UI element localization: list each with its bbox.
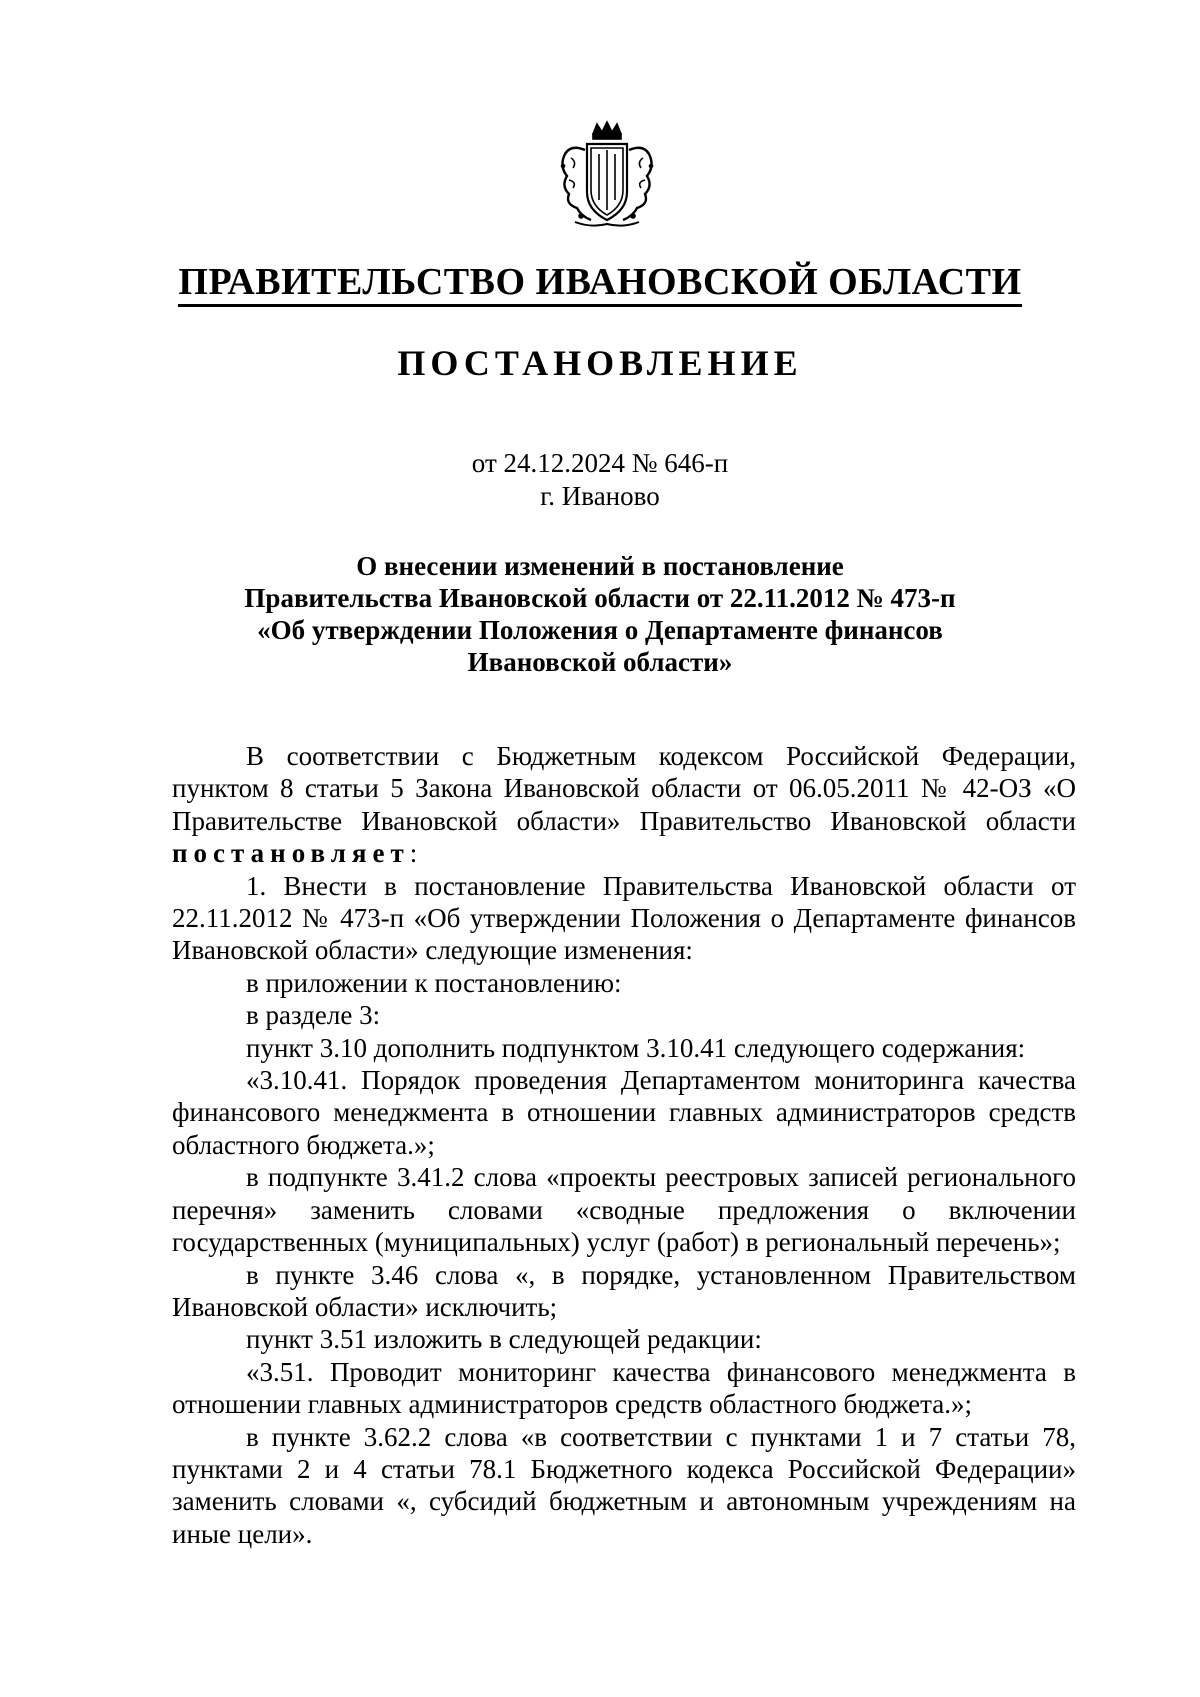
body-paragraph: пункт 3.51 изложить в следующей редакции:: [246, 1324, 762, 1355]
body-paragraph: в подпункте 3.41.2 слова «проекты реестровых записей регионального перечня» заменить словами «сводные предложения о включении государственных (муниципальных) услуг (работ) в региональный перечень»;: [172, 1162, 1076, 1258]
document-type-heading: ПОСТАНОВЛЕНИЕ: [397, 343, 803, 383]
document-meta: [0, 447, 1200, 513]
preamble-colon: :: [409, 838, 418, 869]
body-paragraph: 1. Внести в постановление Правительства Ивановской области от 22.11.2012 № 473-п «Об утверждении Положения о Департаменте финансов Ивановской области» следующие изменения:: [172, 870, 1076, 966]
body-paragraph: «3.51. Проводит мониторинг качества финансового менеджмента в отношении главных администраторов средств областного бюджета.»;: [172, 1356, 1076, 1420]
government-name-text: ПРАВИТЕЛЬСТВО ИВАНОВСКОЙ ОБЛАСТИ: [178, 261, 1021, 307]
subject-line: «Об утверждении Положения о Департаменте финансов: [257, 615, 943, 645]
document-subject-title: [0, 550, 1200, 678]
subject-line: О внесении изменений в постановление: [356, 551, 844, 581]
subject-line: Правительства Ивановской области от 22.11.2012 № 473-п: [244, 583, 956, 613]
subject-line: Ивановской области»: [467, 647, 733, 677]
city: г. Иваново: [540, 481, 660, 511]
body-paragraph: в пункте 3.62.2 слова «в соответствии с пунктами 1 и 7 статьи 78, пунктами 2 и 4 статьи 78.1 Бюджетного кодекса Российской Федерации» заменить словами «, субсидий бюджетным и автономным учреждениям на иные цели».: [172, 1421, 1076, 1549]
coat-of-arms-icon: [551, 120, 663, 232]
government-name-heading: [0, 258, 1200, 306]
date-and-number: от 24.12.2024 № 646-п: [471, 448, 729, 478]
body-paragraph: в разделе 3:: [246, 1000, 381, 1031]
document-body: [172, 740, 1076, 1550]
preamble-paragraph: [172, 740, 1076, 870]
body-paragraph: в пункте 3.46 слова «, в порядке, установленном Правительством Ивановской области» исключить;: [172, 1259, 1076, 1322]
body-paragraph: в приложении к постановлению:: [246, 967, 622, 998]
preamble-text: В соответствии с Бюджетным кодексом Российской Федерации, пунктом 8 статьи 5 Закона Ивановской области от 06.05.2011 № 42-ОЗ «О Правительстве Ивановской области» Правительство Ивановской области: [172, 741, 1076, 836]
body-paragraph: пункт 3.10 дополнить подпунктом 3.10.41 следующего содержания:: [246, 1032, 1026, 1063]
decree-word: постановляет: [172, 838, 410, 869]
body-paragraph: «3.10.41. Порядок проведения Департаментом мониторинга качества финансового менеджмента в отношении главных администраторов средств областного бюджета.»;: [172, 1065, 1076, 1160]
